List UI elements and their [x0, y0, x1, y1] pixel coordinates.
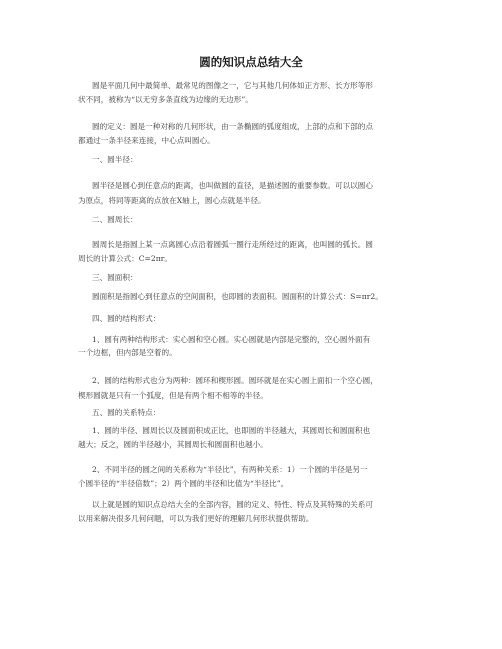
structure-2-line-2: 楔形圆就是只有一个弧度，但是有两个相不相等的半径。 — [78, 391, 268, 400]
intro-line-2: 状不同，被称为“以无穷多条直线为边缘的无边形”。 — [78, 95, 253, 104]
conclusion-line-2: 以用来解决很多几何问题，可以为我们更好的理解几何形状提供帮助。 — [78, 514, 314, 523]
radius-line-2: 为原点，将同等距离的点放在X轴上，圆心点就是半径。 — [78, 196, 266, 205]
structure-2-line-1: 2、圆的结构形式也分为两种：圆环和楔形圆。圆环就是在实心圆上面扣一个空心圆， — [92, 376, 378, 385]
radius-line-1: 圆半径是圆心到任意点的距离，也叫做圆的直径，是描述圆的重要参数。可以以圆心 — [92, 181, 373, 190]
heading-area: 三、圆面积： — [92, 273, 138, 282]
area-line-1: 圆面积是指圆心到任意点的空间面积，也即圆的表面积。圆面积的计算公式：S=πr2。 — [92, 292, 383, 301]
relations-2-line-1: 2、不同半径的圆之间的关系称为“半径比”，有两种关系：1）一个圆的半径是另一 — [92, 465, 368, 474]
structure-1-line-1: 1、圆有两种结构形式：实心圆和空心圆。实心圆就是内部是完整的，空心圆外面有 — [92, 335, 371, 344]
relations-1-line-1: 1、圆的半径、圆周长以及圆面积成正比，也即圆的半径越大，其圆周长和圆面积也 — [92, 426, 371, 435]
intro-line-1: 圆是平面几何中最简单、最常见的图像之一，它与其他几何体如正方形、长方形等形 — [92, 81, 373, 90]
relations-1-line-2: 越大；反之，圆的半径越小，其圆周长和圆面积也越小。 — [78, 440, 268, 449]
heading-structure: 四、圆的结构形式： — [92, 314, 161, 323]
definition-line-1: 圆的定义：圆是一种对称的几何形状，由一条椭圆的弧度组成，上部的点和下部的点 — [92, 122, 373, 131]
structure-1-line-2: 一个边框，但内部是空着的。 — [78, 348, 177, 357]
document-title: 圆的知识点总结大全 — [199, 55, 303, 69]
heading-circumference: 二、圆周长： — [92, 215, 138, 224]
heading-radius: 一、圆半径： — [92, 155, 138, 164]
circumference-line-2: 周长的计算公式：C=2πr。 — [78, 254, 172, 263]
definition-line-2: 都通过一条半径来连接，中心点叫圆心。 — [78, 136, 215, 145]
relations-2-line-2: 个圆半径的“半径倍数”；2）两个圆的半径和比值为“半径比”。 — [78, 479, 289, 488]
conclusion-line-1: 以上就是圆的知识点总结大全的全部内容，圆的定义、特性、特点及其特殊的关系可 — [92, 500, 373, 509]
circumference-line-1: 圆周长是指圆上某一点离圆心点沿着圆弧一圈行走所经过的距离，也叫圆的弧长。圆 — [92, 240, 373, 249]
heading-relations: 五、圆的关系特点： — [92, 408, 161, 417]
